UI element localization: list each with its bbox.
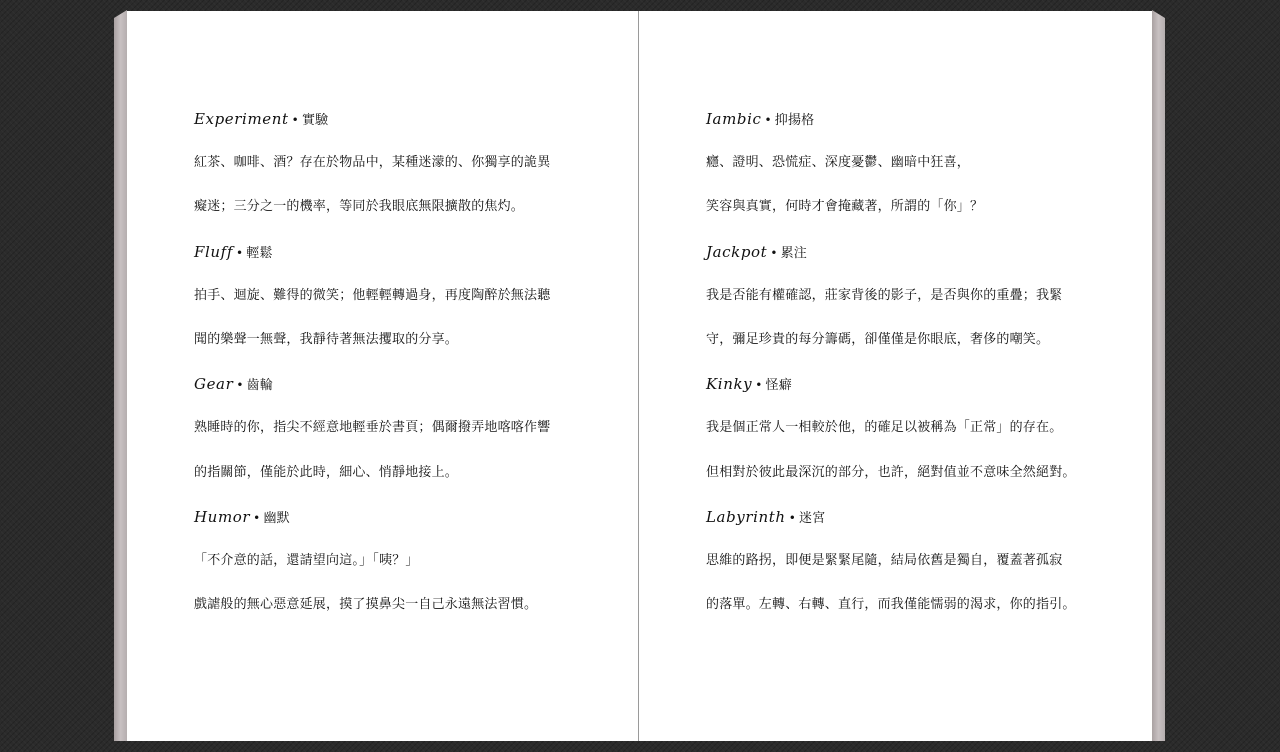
entry-term: Labyrinth xyxy=(706,507,786,526)
entry-body-line: 的指關節，僅能於此時，細心、悄靜地接上。 xyxy=(194,464,459,480)
entry-body-line: 思維的路拐，即便是緊緊尾隨，結局依舊是獨自，覆蓋著孤寂 xyxy=(706,552,1063,568)
page-stack-edge-left xyxy=(114,10,127,741)
entry-heading xyxy=(706,372,1106,416)
entry-body-line: 戲謔般的無心惡意延展，摸了摸鼻尖一自己永遠無法習慣。 xyxy=(194,597,538,613)
entry-heading xyxy=(194,372,594,416)
entry-title: 實驗 xyxy=(301,113,329,128)
entry-body-line: 熟睡時的你，指尖不經意地輕垂於書頁；偶爾撥弄地喀喀作響 xyxy=(194,420,551,436)
entry-heading xyxy=(706,505,1106,549)
entry-title: 輕鬆 xyxy=(246,245,273,261)
entry-title: 齒輪 xyxy=(246,378,274,394)
entry-separator: • xyxy=(235,245,244,260)
left-page-content xyxy=(194,107,594,637)
right-page-content xyxy=(706,107,1106,637)
entry-heading xyxy=(194,107,594,151)
entry-separator: • xyxy=(291,113,299,127)
entry-term: Jackpot xyxy=(706,242,768,261)
entry-body-line: 癮、證明、恐慌症、深度憂鬱、幽暗中狂喜， xyxy=(706,155,971,171)
entry-heading xyxy=(706,240,1106,284)
entry-separator: • xyxy=(755,378,763,393)
page-stack-edge-right xyxy=(1152,10,1165,741)
entry-term: Kinky xyxy=(706,375,753,394)
entry-heading xyxy=(706,107,1106,151)
entry-body-line: 「不介意的話，還請望向這。」「咦？」 xyxy=(194,552,419,568)
right-page[interactable] xyxy=(639,11,1152,741)
entry-body-line: 笑容與真實，何時才會掩藏著，所謂的「你」？ xyxy=(706,199,984,215)
entry-title: 怪癖 xyxy=(765,378,792,394)
entry-heading xyxy=(194,505,594,549)
entry-body-line: 我是個正常人一相較於他，的確足以被稱為「正常」的存在。 xyxy=(706,420,1063,436)
entry-term: Iambic xyxy=(706,110,762,128)
entry-body-line: 紅茶、咖啡、酒？存在於物品中，某種迷濛的、你獨享的詭異 xyxy=(194,155,551,171)
entry-body-line: 拍手、迴旋、難得的微笑；他輕輕轉過身，再度陶醉於無法聽 xyxy=(194,287,551,303)
entry-separator: • xyxy=(770,245,778,260)
entry-term: Experiment xyxy=(194,110,289,128)
entry-term: Humor xyxy=(194,507,251,526)
entry-title: 抑揚格 xyxy=(774,113,815,128)
entry-body-line: 守，彌足珍貴的每分籌碼，卻僅僅是你眼底，奢侈的嘲笑。 xyxy=(706,331,1050,347)
entry-term: Gear xyxy=(194,375,234,394)
entry-body-line: 但相對於彼此最深沉的部分，也許，絕對值並不意味全然絕對。 xyxy=(706,464,1076,480)
entry-separator: • xyxy=(236,378,244,393)
entry-body-line: 癡迷；三分之一的機率，等同於我眼底無限擴散的焦灼。 xyxy=(194,199,525,215)
left-page[interactable] xyxy=(127,11,639,741)
entry-title: 迷宮 xyxy=(798,510,826,526)
entry-separator: • xyxy=(788,510,796,525)
entry-separator: • xyxy=(764,113,772,127)
entry-body-line: 我是否能有權確認，莊家背後的影子，是否與你的重疊；我緊 xyxy=(706,287,1063,303)
entry-body-line: 聞的樂聲一無聲，我靜待著無法攫取的分享。 xyxy=(194,331,459,347)
book-spread xyxy=(114,10,1165,742)
entry-separator: • xyxy=(253,510,261,525)
entry-heading xyxy=(194,240,594,284)
entry-term: Fluff xyxy=(194,242,233,261)
entry-body-line: 的落單。左轉、右轉、直行，而我僅能懦弱的渴求，你的指引。 xyxy=(706,597,1076,613)
entry-title: 幽默 xyxy=(263,510,290,526)
entry-title: 累注 xyxy=(780,245,807,261)
